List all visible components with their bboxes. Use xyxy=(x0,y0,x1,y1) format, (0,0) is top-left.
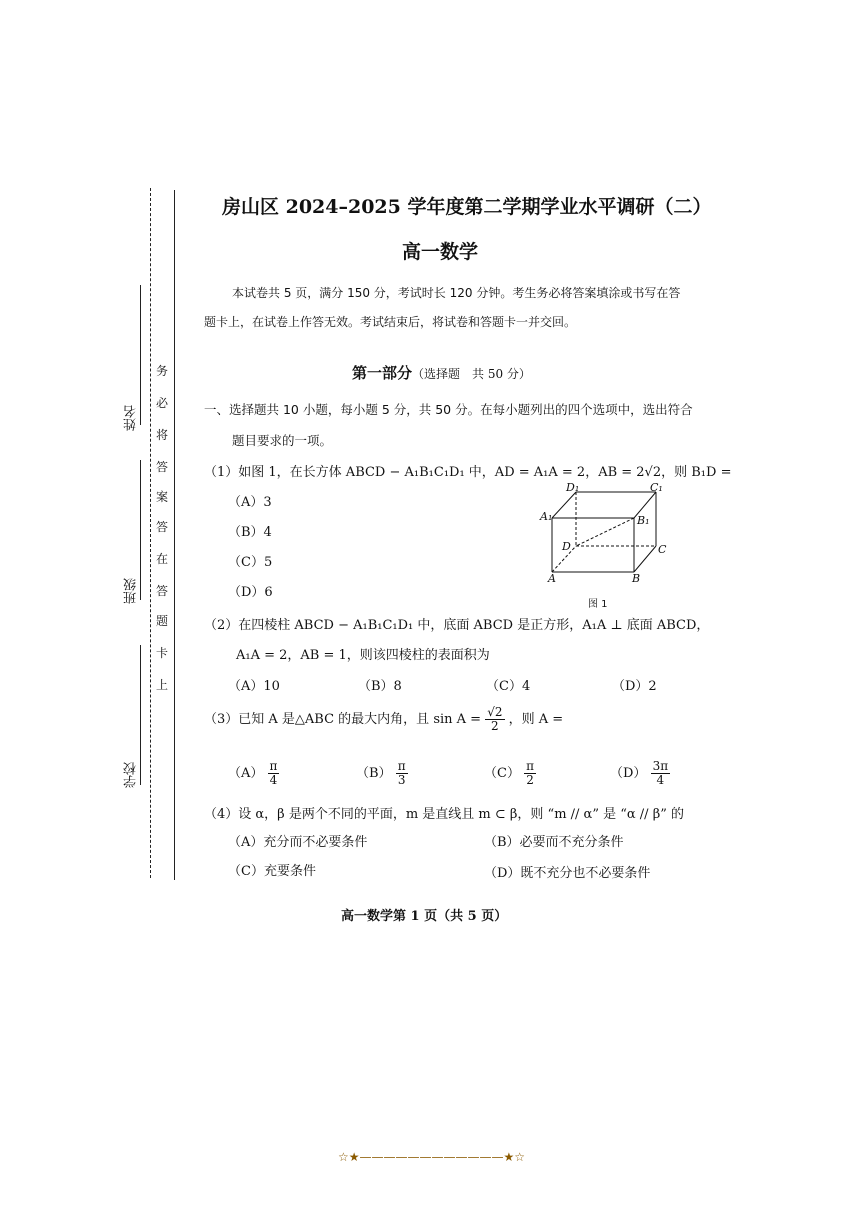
q2-stem-line-1: （2）在四棱柱 ABCD − A₁B₁C₁D₁ 中，底面 ABCD 是正方形，A₁A ⊥ 底面 ABCD， xyxy=(204,618,710,633)
school-label: 学校 xyxy=(124,762,139,788)
q3-stem-prefix: （3）已知 A 是△ABC 的最大内角，且 sin A = xyxy=(204,712,482,728)
label-a: A xyxy=(548,572,556,585)
figure-1-caption: 图 1 xyxy=(588,599,608,610)
q3-option-c-num: π xyxy=(526,759,534,773)
q3-sin-num: √2 xyxy=(487,705,503,719)
q3-option-d-label: （D） xyxy=(610,766,647,782)
name-fill-line[interactable] xyxy=(140,285,141,425)
q3-option-c-label: （C） xyxy=(484,766,520,782)
notice-char: 答 xyxy=(155,584,168,598)
notice-char: 题 xyxy=(155,614,168,628)
q2-option-b[interactable]: （B）8 xyxy=(358,679,402,694)
notice-char: 案 xyxy=(155,490,168,504)
q3-option-d-num: 3π xyxy=(652,759,669,773)
q1-option-d[interactable]: （D）6 xyxy=(228,585,273,600)
q3-sin-fraction xyxy=(485,706,504,733)
diagonal-b1d xyxy=(576,518,634,546)
q1-option-c[interactable]: （C）5 xyxy=(228,555,273,570)
q4-option-b[interactable]: （B）必要而不充分条件 xyxy=(484,835,624,850)
q2-stem-line-2: A₁A = 2，AB = 1，则该四棱柱的表面积为 xyxy=(236,648,490,663)
label-c: C xyxy=(658,543,667,556)
q4-option-a[interactable]: （A）充分而不必要条件 xyxy=(228,835,368,850)
label-b1: B₁ xyxy=(637,514,650,527)
q3-option-d-fraction xyxy=(651,760,671,787)
notice-char: 答 xyxy=(155,520,168,534)
label-d: D xyxy=(562,540,571,553)
q3-option-a-num: π xyxy=(269,759,278,773)
q1-stem: （1）如图 1，在长方体 ABCD − A₁B₁C₁D₁ 中，AD = A₁A = 2，AB = 2√2，则 B₁D = xyxy=(204,465,732,480)
q2-option-d[interactable]: （D）2 xyxy=(612,679,657,694)
q3-option-b-fraction xyxy=(396,760,408,787)
notice-char: 在 xyxy=(155,552,168,566)
q3-option-b[interactable] xyxy=(356,760,408,787)
label-d1: D₁ xyxy=(566,481,580,494)
label-b: B xyxy=(632,572,641,585)
q3-option-a[interactable] xyxy=(228,760,279,787)
q3-option-c[interactable] xyxy=(484,760,536,787)
q3-stem-suffix: ，则 A = xyxy=(508,712,564,728)
q3-option-d[interactable] xyxy=(610,760,670,787)
class-label: 班级 xyxy=(124,578,139,604)
q2-option-a[interactable]: （A）10 xyxy=(228,679,280,694)
q3-option-d-den: 4 xyxy=(656,773,665,788)
q2-option-c[interactable]: （C）4 xyxy=(486,679,531,694)
section-line-2: 题目要求的一项。 xyxy=(232,433,333,448)
q3-option-a-fraction xyxy=(268,760,280,787)
q3-option-a-den: 4 xyxy=(269,773,278,788)
notice-char: 卡 xyxy=(155,646,168,660)
page-footer: 高一数学第 1 页（共 5 页） xyxy=(341,909,508,924)
name-label: 姓名 xyxy=(124,405,139,431)
instructions-line-1: 本试卷共 5 页，满分 150 分，考试时长 120 分钟。考生务必将答案填涂或书写在答 xyxy=(232,286,681,300)
notice-char: 必 xyxy=(155,396,168,410)
label-c1: C₁ xyxy=(650,481,663,494)
binding-solid-line xyxy=(174,190,175,880)
notice-char: 答 xyxy=(155,460,168,474)
q1-option-a[interactable]: （A）3 xyxy=(228,495,272,510)
q3-option-b-num: π xyxy=(397,759,406,773)
figure-1-box xyxy=(536,478,676,588)
bottom-decoration: ☆★————————————★☆ xyxy=(338,1150,526,1164)
exam-subtitle: 高一数学 xyxy=(402,241,479,263)
edge-bc xyxy=(634,546,656,572)
q3-sin-den: 2 xyxy=(491,719,499,734)
q3-option-c-den: 2 xyxy=(526,773,534,788)
q4-option-d[interactable]: （D）既不充分也不必要条件 xyxy=(484,866,651,881)
notice-char: 务 xyxy=(155,364,168,378)
instructions-line-2: 题卡上，在试卷上作答无效。考试结束后，将试卷和答题卡一并交回。 xyxy=(204,315,577,329)
binding-dashed-line xyxy=(150,188,151,878)
q3-stem xyxy=(204,706,563,733)
q3-option-b-den: 3 xyxy=(397,773,406,788)
exam-title: 房山区 2024–2025 学年度第二学期学业水平调研（二） xyxy=(222,196,712,218)
q4-stem: （4）设 α，β 是两个不同的平面，m 是直线且 m ⊂ β，则 “m // α” 是 “α // β” 的 xyxy=(204,807,684,822)
label-a1: A₁ xyxy=(540,510,553,523)
part-heading xyxy=(352,362,531,383)
edge-a1d1 xyxy=(552,492,576,518)
part-note: （选择题 共 50 分） xyxy=(412,367,531,381)
part-title: 第一部分 xyxy=(352,364,413,382)
q3-option-c-fraction xyxy=(524,760,536,787)
notice-char: 将 xyxy=(155,428,168,442)
section-line-1: 一、选择题共 10 小题，每小题 5 分，共 50 分。在每小题列出的四个选项中，选出符合 xyxy=(204,402,693,417)
notice-char: 上 xyxy=(155,678,168,692)
q1-option-b[interactable]: （B）4 xyxy=(228,525,272,540)
q3-option-b-label: （B） xyxy=(356,766,392,782)
q3-option-a-label: （A） xyxy=(228,766,264,782)
q4-option-c[interactable]: （C）充要条件 xyxy=(228,864,316,879)
